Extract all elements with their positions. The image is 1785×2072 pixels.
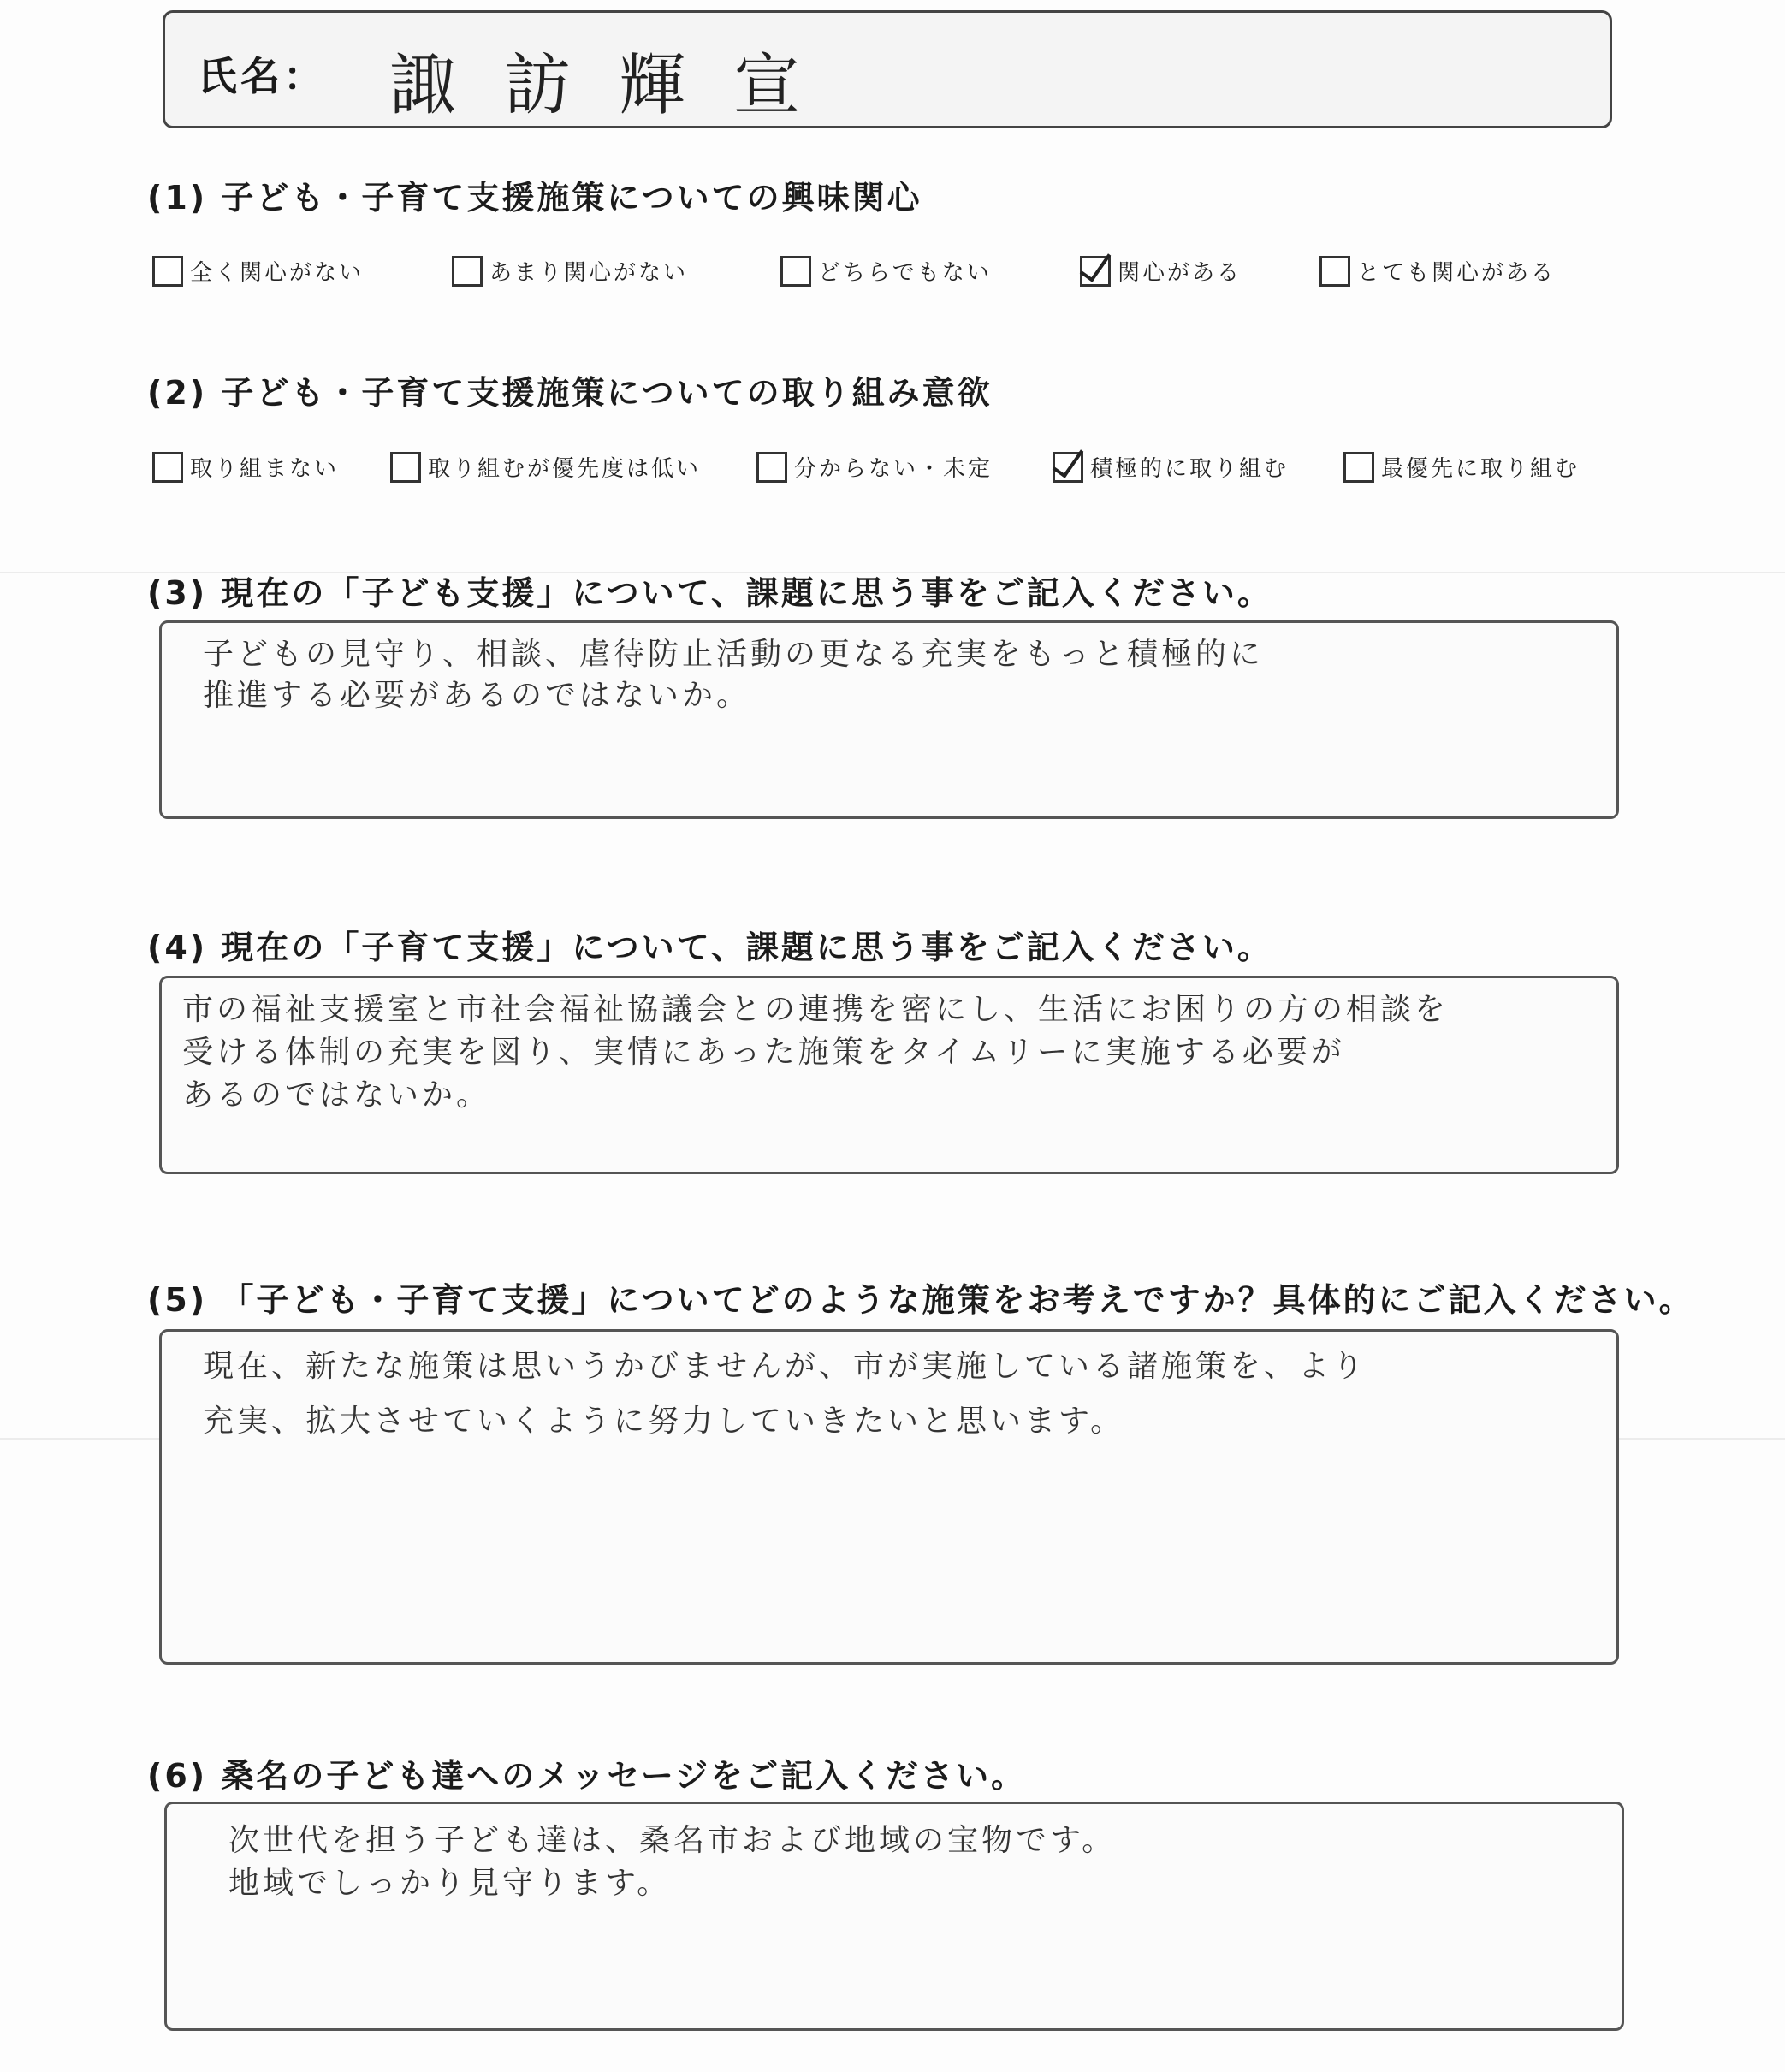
question-5-heading: (5) 「子ども・子育て支援」についてどのような施策をお考えですか？具体的にご記入ください。 xyxy=(147,1281,1694,1319)
q2-option-4[interactable] xyxy=(1053,451,1289,483)
answer-line: あるのではないか。 xyxy=(182,1078,491,1113)
option-label: あまり関心がない xyxy=(489,260,689,286)
option-label: 関心がある xyxy=(1118,260,1242,286)
option-label: 分からない・未定 xyxy=(794,456,993,482)
q1-option-4[interactable] xyxy=(1080,255,1242,287)
option-label: どちらでもない xyxy=(818,260,992,286)
option-label: 全く関心がない xyxy=(190,260,365,286)
q2-option-1[interactable] xyxy=(152,451,339,483)
answer-line: 次世代を担う子ども達は、桑名市および地域の宝物です。 xyxy=(228,1823,1117,1858)
checkbox[interactable] xyxy=(780,256,811,287)
q2-option-2[interactable] xyxy=(390,451,701,483)
question-4-heading: (4) 現在の「子育て支援」について、課題に思う事をご記入ください。 xyxy=(147,929,1272,966)
answer-line: 市の福祉支援室と市社会福祉協議会との連携を密にし、生活にお困りの方の相談を xyxy=(182,992,1450,1027)
checkbox-checked[interactable] xyxy=(1080,256,1111,287)
name-value: 諏訪輝宣 xyxy=(389,47,849,124)
answer-box-5[interactable] xyxy=(159,1329,1619,1665)
option-label: 積極的に取り組む xyxy=(1090,456,1290,482)
answer-line: 受ける体制の充実を図り、実情にあった施策をタイムリーに実施する必要が xyxy=(182,1035,1345,1070)
question-2-heading: (2) 子ども・子育て支援施策についての取り組み意欲 xyxy=(147,374,993,412)
q1-option-1[interactable] xyxy=(152,255,364,287)
checkbox-checked[interactable] xyxy=(1053,452,1083,483)
checkbox[interactable] xyxy=(390,452,421,483)
checkbox[interactable] xyxy=(152,256,183,287)
checkbox[interactable] xyxy=(1343,452,1374,483)
q1-option-2[interactable] xyxy=(452,255,688,287)
answer-box-6[interactable] xyxy=(164,1802,1624,2031)
checkbox[interactable] xyxy=(152,452,183,483)
checkbox[interactable] xyxy=(452,256,483,287)
answer-line: 子どもの見守り、相談、虐待防止活動の更なる充実をもっと積極的に xyxy=(203,637,1265,672)
name-label: 氏名： xyxy=(198,53,326,99)
q2-option-5[interactable] xyxy=(1343,451,1580,483)
checkbox[interactable] xyxy=(1319,256,1350,287)
answer-line: 地域でしっかり見守ります。 xyxy=(228,1866,672,1901)
answer-box-3[interactable] xyxy=(159,620,1619,819)
answer-line: 現在、新たな施策は思いうかびませんが、市が実施している諸施策を、より xyxy=(203,1349,1367,1384)
q1-option-3[interactable] xyxy=(780,255,992,287)
checkbox[interactable] xyxy=(756,452,787,483)
option-label: 取り組まない xyxy=(190,456,340,482)
option-label: 最優先に取り組む xyxy=(1381,456,1580,482)
option-label: 取り組むが優先度は低い xyxy=(428,456,702,482)
q2-option-3[interactable] xyxy=(756,451,993,483)
answer-line: 推進する必要があるのではないか。 xyxy=(203,678,751,713)
question-3-heading: (3) 現在の「子ども支援」について、課題に思う事をご記入ください。 xyxy=(147,574,1272,612)
answer-line: 充実、拡大させていくように努力していきたいと思います。 xyxy=(203,1404,1125,1439)
question-1-heading: (1) 子ども・子育て支援施策についての興味関心 xyxy=(147,179,922,217)
answer-box-4[interactable] xyxy=(159,976,1619,1174)
name-box xyxy=(163,10,1612,128)
q1-option-5[interactable] xyxy=(1319,255,1556,287)
question-6-heading: (6) 桑名の子ども達へのメッセージをご記入ください。 xyxy=(147,1757,1027,1795)
option-label: とても関心がある xyxy=(1357,260,1557,286)
